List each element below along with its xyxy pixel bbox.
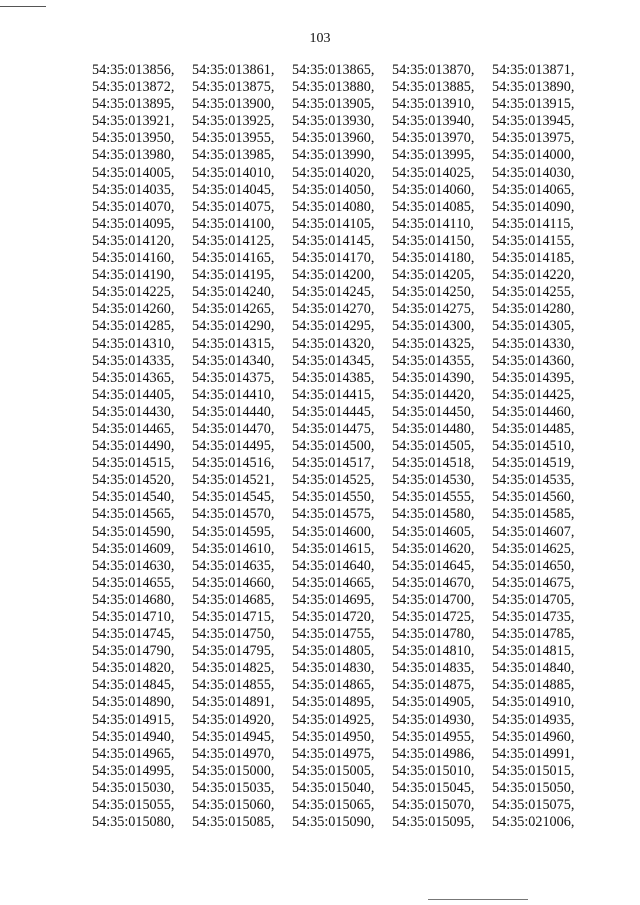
cadastral-number: 54:35:014940,: [92, 728, 175, 745]
cadastral-number: 54:35:015075,: [492, 797, 575, 814]
number-row: [92, 387, 592, 404]
top-scan-rule: [0, 6, 46, 7]
cadastral-number: 54:35:014510,: [492, 438, 575, 455]
cadastral-number: 54:35:014865,: [292, 677, 375, 694]
cadastral-number: 54:35:014070,: [92, 198, 175, 215]
cadastral-number: 54:35:014680,: [92, 591, 175, 608]
cadastral-number: 54:35:014405,: [92, 386, 175, 403]
cadastral-number: 54:35:014635,: [192, 557, 275, 574]
cadastral-number: 54:35:015030,: [92, 779, 175, 796]
cadastral-number: 54:35:014290,: [192, 318, 275, 335]
cadastral-number: 54:35:014710,: [92, 609, 175, 625]
cadastral-number: 54:35:014165,: [192, 250, 275, 267]
cadastral-number: 54:35:014450,: [392, 403, 475, 420]
cadastral-number: 54:35:014430,: [92, 403, 175, 420]
cadastral-number: 54:35:014170,: [292, 250, 375, 267]
cadastral-number: 54:35:014655,: [92, 574, 175, 591]
cadastral-number: 54:35:014607,: [492, 523, 575, 540]
cadastral-number: 54:35:013870,: [392, 62, 475, 78]
number-row: [92, 455, 592, 472]
cadastral-number: 54:35:015080,: [92, 814, 175, 831]
cadastral-number: 54:35:013970,: [392, 130, 475, 147]
number-row: [92, 660, 592, 677]
number-row: [92, 814, 592, 831]
cadastral-number: 54:35:014640,: [292, 557, 375, 574]
number-row: [92, 370, 592, 387]
cadastral-number: 54:35:014390,: [392, 369, 475, 386]
cadastral-number: 54:35:015055,: [92, 797, 175, 814]
cadastral-number: 54:35:014891,: [192, 694, 275, 711]
cadastral-number: 54:35:013905,: [292, 96, 375, 113]
cadastral-number: 54:35:013900,: [192, 96, 275, 113]
cadastral-number: 54:35:014735,: [492, 609, 575, 625]
cadastral-number: 54:35:014695,: [292, 591, 375, 608]
cadastral-number: 54:35:014185,: [492, 250, 575, 267]
cadastral-number: 54:35:014590,: [92, 523, 175, 540]
number-row: [92, 506, 592, 523]
cadastral-number: 54:35:014750,: [192, 626, 275, 643]
cadastral-number: 54:35:013945,: [492, 113, 575, 130]
cadastral-number: 54:35:014255,: [492, 284, 575, 301]
cadastral-number: 54:35:014685,: [192, 591, 275, 608]
cadastral-number: 54:35:014840,: [492, 660, 575, 677]
page-number: 103: [309, 31, 331, 46]
cadastral-number: 54:35:013871,: [492, 62, 575, 78]
cadastral-number: 54:35:014485,: [492, 420, 575, 437]
cadastral-number: 54:35:014500,: [292, 438, 375, 455]
cadastral-number: 54:35:014745,: [92, 626, 175, 643]
cadastral-number: 54:35:014875,: [392, 677, 475, 694]
cadastral-number: 54:35:014445,: [292, 403, 375, 420]
cadastral-number: 54:35:014335,: [92, 352, 175, 369]
cadastral-number: 54:35:014285,: [92, 318, 175, 335]
cadastral-number: 54:35:013921,: [92, 113, 175, 130]
cadastral-number: 54:35:014820,: [92, 660, 175, 677]
cadastral-number: 54:35:014160,: [92, 250, 175, 267]
cadastral-number: 54:35:014320,: [292, 335, 375, 352]
cadastral-number: 54:35:013955,: [192, 130, 275, 147]
cadastral-number: 54:35:014295,: [292, 318, 375, 335]
cadastral-number: 54:35:014560,: [492, 489, 575, 506]
cadastral-number: 54:35:013885,: [392, 79, 475, 96]
cadastral-number: 54:35:014125,: [192, 232, 275, 249]
cadastral-number: 54:35:014845,: [92, 677, 175, 694]
cadastral-number: 54:35:015035,: [192, 779, 275, 796]
number-row: [92, 62, 592, 79]
number-row: [92, 130, 592, 147]
cadastral-number: 54:35:014145,: [292, 232, 375, 249]
cadastral-number: 54:35:014325,: [392, 335, 475, 352]
cadastral-number: 54:35:014600,: [292, 523, 375, 540]
cadastral-number: 54:35:014795,: [192, 643, 275, 660]
cadastral-number: 54:35:014610,: [192, 540, 275, 557]
cadastral-number: 54:35:014519,: [492, 455, 575, 472]
cadastral-number: 54:35:014910,: [492, 694, 575, 711]
cadastral-number: 54:35:014555,: [392, 489, 475, 506]
cadastral-number: 54:35:014535,: [492, 472, 575, 489]
cadastral-number: 54:35:014725,: [392, 609, 475, 625]
cadastral-number: 54:35:014700,: [392, 591, 475, 608]
cadastral-number: 54:35:014060,: [392, 181, 475, 198]
cadastral-number: 54:35:014925,: [292, 711, 375, 728]
cadastral-number: 54:35:014575,: [292, 506, 375, 523]
cadastral-number: 54:35:014615,: [292, 540, 375, 557]
cadastral-number-list: [92, 62, 592, 831]
cadastral-number: 54:35:014550,: [292, 489, 375, 506]
cadastral-number: 54:35:014580,: [392, 506, 475, 523]
cadastral-number: 54:35:021006,: [492, 814, 575, 831]
cadastral-number: 54:35:014720,: [292, 609, 375, 625]
cadastral-number: 54:35:014030,: [492, 164, 575, 181]
cadastral-number: 54:35:014960,: [492, 728, 575, 745]
cadastral-number: 54:35:014375,: [192, 369, 275, 386]
cadastral-number: 54:35:014205,: [392, 267, 475, 284]
cadastral-number: 54:35:013980,: [92, 147, 175, 164]
cadastral-number: 54:35:014000,: [492, 147, 575, 164]
cadastral-number: 54:35:014265,: [192, 301, 275, 318]
cadastral-number: 54:35:013915,: [492, 96, 575, 113]
cadastral-number: 54:35:014965,: [92, 745, 175, 762]
number-row: [92, 182, 592, 199]
cadastral-number: 54:35:014920,: [192, 711, 275, 728]
cadastral-number: 54:35:014340,: [192, 352, 275, 369]
cadastral-number: 54:35:014830,: [292, 660, 375, 677]
cadastral-number: 54:35:014975,: [292, 745, 375, 762]
cadastral-number: 54:35:014885,: [492, 677, 575, 694]
number-row: [92, 421, 592, 438]
cadastral-number: 54:35:014085,: [392, 198, 475, 215]
cadastral-number: 54:35:014300,: [392, 318, 475, 335]
number-row: [92, 729, 592, 746]
number-row: [92, 626, 592, 643]
bottom-scan-rule: [428, 899, 528, 900]
cadastral-number: 54:35:014755,: [292, 626, 375, 643]
cadastral-number: 54:35:014930,: [392, 711, 475, 728]
cadastral-number: 54:35:014815,: [492, 643, 575, 660]
cadastral-number: 54:35:014355,: [392, 352, 475, 369]
cadastral-number: 54:35:014020,: [292, 164, 375, 181]
cadastral-number: 54:35:014675,: [492, 574, 575, 591]
cadastral-number: 54:35:014810,: [392, 643, 475, 660]
cadastral-number: 54:35:014465,: [92, 420, 175, 437]
number-row: [92, 797, 592, 814]
cadastral-number: 54:35:014565,: [92, 506, 175, 523]
cadastral-number: 54:35:014065,: [492, 181, 575, 198]
number-row: [92, 438, 592, 455]
cadastral-number: 54:35:015045,: [392, 779, 475, 796]
cadastral-number: 54:35:014345,: [292, 352, 375, 369]
cadastral-number: 54:35:014250,: [392, 284, 475, 301]
cadastral-number: 54:35:013925,: [192, 113, 275, 130]
number-row: [92, 575, 592, 592]
cadastral-number: 54:35:014620,: [392, 540, 475, 557]
cadastral-number: 54:35:014010,: [192, 164, 275, 181]
cadastral-number: 54:35:013875,: [192, 79, 275, 96]
cadastral-number: 54:35:013930,: [292, 113, 375, 130]
number-row: [92, 96, 592, 113]
number-row: [92, 780, 592, 797]
cadastral-number: 54:35:014180,: [392, 250, 475, 267]
number-row: [92, 677, 592, 694]
number-row: [92, 489, 592, 506]
cadastral-number: 54:35:014460,: [492, 403, 575, 420]
cadastral-number: 54:35:014475,: [292, 420, 375, 437]
cadastral-number: 54:35:014035,: [92, 181, 175, 198]
cadastral-number: 54:35:015010,: [392, 762, 475, 779]
cadastral-number: 54:35:013985,: [192, 147, 275, 164]
cadastral-number: 54:35:014515,: [92, 455, 175, 472]
number-row: [92, 79, 592, 96]
cadastral-number: 54:35:013880,: [292, 79, 375, 96]
cadastral-number: 54:35:015065,: [292, 797, 375, 814]
number-row: [92, 233, 592, 250]
cadastral-number: 54:35:014225,: [92, 284, 175, 301]
cadastral-number: 54:35:014310,: [92, 335, 175, 352]
cadastral-number: 54:35:014050,: [292, 181, 375, 198]
cadastral-number: 54:35:015005,: [292, 762, 375, 779]
cadastral-number: 54:35:014270,: [292, 301, 375, 318]
cadastral-number: 54:35:014650,: [492, 557, 575, 574]
cadastral-number: 54:35:014517,: [292, 455, 375, 472]
cadastral-number: 54:35:014970,: [192, 745, 275, 762]
cadastral-number: 54:35:013861,: [192, 62, 275, 78]
number-row: [92, 284, 592, 301]
number-row: [92, 267, 592, 284]
number-row: [92, 609, 592, 626]
cadastral-number: 54:35:014120,: [92, 232, 175, 249]
cadastral-number: 54:35:014780,: [392, 626, 475, 643]
cadastral-number: 54:35:014420,: [392, 386, 475, 403]
cadastral-number: 54:35:014785,: [492, 626, 575, 643]
cadastral-number: 54:35:014110,: [392, 215, 474, 232]
cadastral-number: 54:35:014805,: [292, 643, 375, 660]
cadastral-number: 54:35:014790,: [92, 643, 175, 660]
cadastral-number: 54:35:014260,: [92, 301, 175, 318]
cadastral-number: 54:35:014095,: [92, 215, 175, 232]
cadastral-number: 54:35:014986,: [392, 745, 475, 762]
cadastral-number: 54:35:014495,: [192, 438, 275, 455]
number-row: [92, 199, 592, 216]
cadastral-number: 54:35:014570,: [192, 506, 275, 523]
cadastral-number: 54:35:014855,: [192, 677, 275, 694]
cadastral-number: 54:35:014630,: [92, 557, 175, 574]
cadastral-number: 54:35:014955,: [392, 728, 475, 745]
cadastral-number: 54:35:013975,: [492, 130, 575, 147]
cadastral-number: 54:35:014520,: [92, 472, 175, 489]
number-row: [92, 250, 592, 267]
cadastral-number: 54:35:014935,: [492, 711, 575, 728]
number-row: [92, 165, 592, 182]
cadastral-number: 54:35:013995,: [392, 147, 475, 164]
cadastral-number: 54:35:015085,: [192, 814, 275, 831]
cadastral-number: 54:35:013910,: [392, 96, 475, 113]
cadastral-number: 54:35:013895,: [92, 96, 175, 113]
cadastral-number: 54:35:015060,: [192, 797, 275, 814]
cadastral-number: 54:35:014605,: [392, 523, 475, 540]
cadastral-number: 54:35:014518,: [392, 455, 475, 472]
cadastral-number: 54:35:014200,: [292, 267, 375, 284]
cadastral-number: 54:35:014330,: [492, 335, 575, 352]
cadastral-number: 54:35:014825,: [192, 660, 275, 677]
cadastral-number: 54:35:015040,: [292, 779, 375, 796]
number-row: [92, 694, 592, 711]
cadastral-number: 54:35:014645,: [392, 557, 475, 574]
cadastral-number: 54:35:013865,: [292, 62, 375, 78]
cadastral-number: 54:35:015090,: [292, 814, 375, 831]
cadastral-number: 54:35:015050,: [492, 779, 575, 796]
cadastral-number: 54:35:014625,: [492, 540, 575, 557]
cadastral-number: 54:35:014005,: [92, 164, 175, 181]
number-row: [92, 216, 592, 233]
cadastral-number: 54:35:014835,: [392, 660, 475, 677]
number-row: [92, 712, 592, 729]
cadastral-number: 54:35:014480,: [392, 420, 475, 437]
cadastral-number: 54:35:013856,: [92, 62, 175, 78]
cadastral-number: 54:35:014365,: [92, 369, 175, 386]
cadastral-number: 54:35:014609,: [92, 540, 175, 557]
number-row: [92, 763, 592, 780]
cadastral-number: 54:35:014521,: [192, 472, 275, 489]
cadastral-number: 54:35:014425,: [492, 386, 575, 403]
cadastral-number: 54:35:013872,: [92, 79, 175, 96]
cadastral-number: 54:35:014530,: [392, 472, 475, 489]
number-row: [92, 147, 592, 164]
cadastral-number: 54:35:014240,: [192, 284, 275, 301]
cadastral-number: 54:35:013960,: [292, 130, 375, 147]
cadastral-number: 54:35:014245,: [292, 284, 375, 301]
cadastral-number: 54:35:014100,: [192, 215, 275, 232]
number-row: [92, 643, 592, 660]
cadastral-number: 54:35:014525,: [292, 472, 375, 489]
cadastral-number: 54:35:014705,: [492, 591, 575, 608]
cadastral-number: 54:35:014410,: [192, 386, 275, 403]
cadastral-number: 54:35:014190,: [92, 267, 175, 284]
cadastral-number: 54:35:014280,: [492, 301, 575, 318]
cadastral-number: 54:35:014660,: [192, 574, 275, 591]
cadastral-number: 54:35:015000,: [192, 762, 275, 779]
cadastral-number: 54:35:014890,: [92, 694, 175, 711]
cadastral-number: 54:35:014025,: [392, 164, 475, 181]
cadastral-number: 54:35:014305,: [492, 318, 575, 335]
cadastral-number: 54:35:014385,: [292, 369, 375, 386]
cadastral-number: 54:35:013990,: [292, 147, 375, 164]
cadastral-number: 54:35:014991,: [492, 745, 575, 762]
number-row: [92, 301, 592, 318]
cadastral-number: 54:35:014950,: [292, 728, 375, 745]
number-row: [92, 558, 592, 575]
cadastral-number: 54:35:014080,: [292, 198, 375, 215]
cadastral-number: 54:35:014115,: [492, 215, 574, 232]
cadastral-number: 54:35:014045,: [192, 181, 275, 198]
number-row: [92, 541, 592, 558]
cadastral-number: 54:35:014105,: [292, 215, 375, 232]
cadastral-number: 54:35:014545,: [192, 489, 275, 506]
cadastral-number: 54:35:014155,: [492, 232, 575, 249]
cadastral-number: 54:35:014415,: [292, 386, 375, 403]
cadastral-number: 54:35:014220,: [492, 267, 575, 284]
number-row: [92, 524, 592, 541]
cadastral-number: 54:35:014395,: [492, 369, 575, 386]
cadastral-number: 54:35:014360,: [492, 352, 575, 369]
cadastral-number: 54:35:014195,: [192, 267, 275, 284]
cadastral-number: 54:35:014905,: [392, 694, 475, 711]
cadastral-number: 54:35:015015,: [492, 762, 575, 779]
cadastral-number: 54:35:013940,: [392, 113, 475, 130]
cadastral-number: 54:35:014665,: [292, 574, 375, 591]
cadastral-number: 54:35:014490,: [92, 438, 175, 455]
cadastral-number: 54:35:015095,: [392, 814, 475, 831]
number-row: [92, 592, 592, 609]
cadastral-number: 54:35:014715,: [192, 609, 275, 625]
cadastral-number: 54:35:014315,: [192, 335, 275, 352]
number-row: [92, 318, 592, 335]
cadastral-number: 54:35:014150,: [392, 232, 475, 249]
cadastral-number: 54:35:014075,: [192, 198, 275, 215]
number-row: [92, 472, 592, 489]
cadastral-number: 54:35:014585,: [492, 506, 575, 523]
cadastral-number: 54:35:014895,: [292, 694, 375, 711]
cadastral-number: 54:35:014595,: [192, 523, 275, 540]
cadastral-number: 54:35:014945,: [192, 728, 275, 745]
number-row: [92, 113, 592, 130]
number-row: [92, 746, 592, 763]
cadastral-number: 54:35:015070,: [392, 797, 475, 814]
number-row: [92, 336, 592, 353]
cadastral-number: 54:35:014516,: [192, 455, 275, 472]
number-row: [92, 353, 592, 370]
cadastral-number: 54:35:014090,: [492, 198, 575, 215]
cadastral-number: 54:35:014670,: [392, 574, 475, 591]
cadastral-number: 54:35:013950,: [92, 130, 175, 147]
number-row: [92, 404, 592, 421]
cadastral-number: 54:35:014540,: [92, 489, 175, 506]
cadastral-number: 54:35:013890,: [492, 79, 575, 96]
cadastral-number: 54:35:014470,: [192, 420, 275, 437]
cadastral-number: 54:35:014915,: [92, 711, 175, 728]
cadastral-number: 54:35:014995,: [92, 762, 175, 779]
cadastral-number: 54:35:014440,: [192, 403, 275, 420]
cadastral-number: 54:35:014275,: [392, 301, 475, 318]
cadastral-number: 54:35:014505,: [392, 438, 475, 455]
